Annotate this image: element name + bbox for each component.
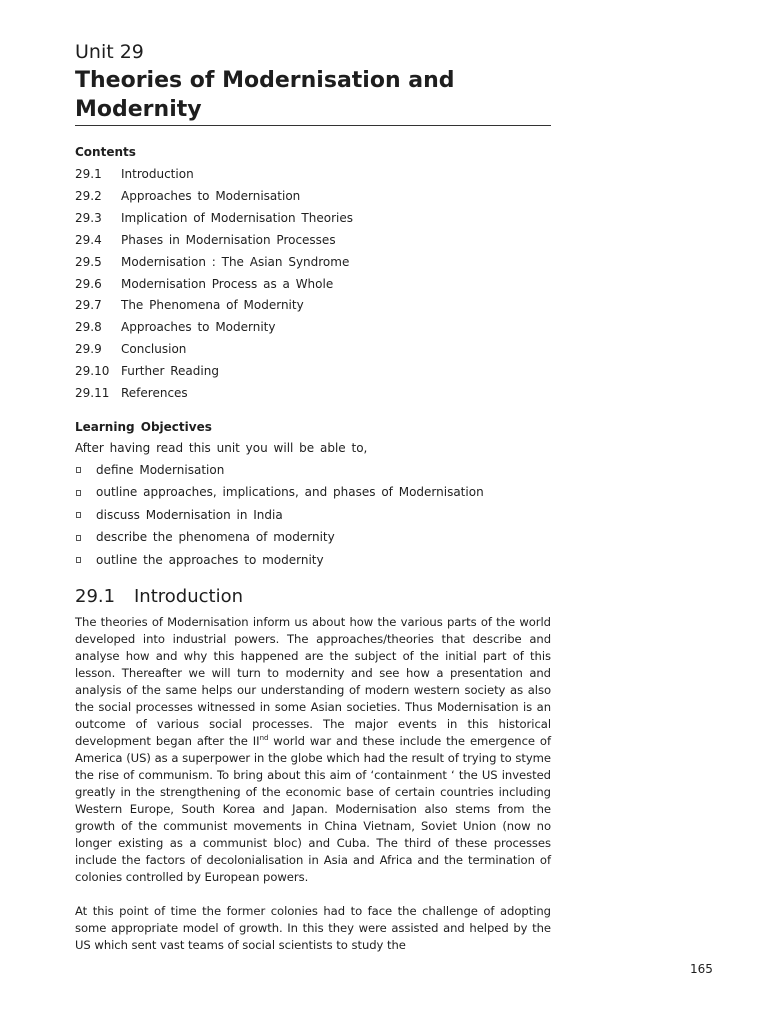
body-paragraph: At this point of time the former colonies had to face the challenge of adopting some appropriate model of growth. In this they were assisted and helped by the US which sent vast teams of social scientists to study the xyxy=(75,904,551,953)
toc-item-number: 29.9 xyxy=(75,342,102,357)
bullet-icon xyxy=(75,535,96,541)
paragraph-text: world war and these include the emergence of America (US) as a superpower in the globe which had the result of trying to styme the rise of communism. To bring about this aim of ‘containment ‘ the US invested greatly in the strengthening of the economic base of certain countries including Western Europe, South Korea and Japan. Modernisation also stems from the growth of the communist movements in China Vietnam, Soviet Union (now no longer existing as a communist bloc) and Cuba. The third of these processes include the factors of decolonialisation in Asia and Africa and the termination of colonies controlled by European powers. xyxy=(75,734,551,885)
contents-heading: Contents xyxy=(75,145,136,159)
table-of-contents xyxy=(75,164,551,405)
objective-item xyxy=(75,526,551,549)
toc-item-number: 29.1 xyxy=(75,167,102,181)
toc-item[interactable] xyxy=(75,208,551,230)
toc-item-number: 29.10 xyxy=(75,364,110,379)
ordinal-superscript: nd xyxy=(259,734,269,743)
objective-text: describe the phenomena of modernity xyxy=(96,530,335,545)
paragraph-text: The theories of Modernisation inform us about how the various parts of the world developed into industrial powers. The approaches/theories that describe and analyse how and why this happened are the subject of the initial part of this lesson. Thereafter we will turn to modernity and see how a presentation and analysis of the same helps our understanding of modern western society as also the social processes witnessed in some Asian societies. Thus Modernisation is an outcome of various social processes. The major events in this historical development began after the II xyxy=(75,615,551,749)
toc-item-title: Conclusion xyxy=(121,342,187,357)
objective-text: discuss Modernisation in India xyxy=(96,507,283,522)
toc-item-title: Implication of Modernisation Theories xyxy=(121,210,353,225)
toc-item[interactable] xyxy=(75,383,551,405)
toc-item-number: 29.3 xyxy=(75,210,102,225)
objective-text: outline the approaches to modernity xyxy=(96,552,324,567)
toc-item-title: Modernisation : The Asian Syndrome xyxy=(121,254,350,269)
toc-item-title: Approaches to Modernity xyxy=(121,320,276,335)
objective-text: define Modernisation xyxy=(96,462,225,477)
toc-item-number: 29.7 xyxy=(75,298,102,313)
toc-item-title: Further Reading xyxy=(121,364,219,379)
toc-item[interactable] xyxy=(75,317,551,339)
toc-item-number: 29.2 xyxy=(75,188,102,203)
unit-label: Unit 29 xyxy=(75,41,144,63)
bullet-icon xyxy=(75,490,96,496)
toc-item-number: 29.8 xyxy=(75,320,102,335)
section-heading xyxy=(75,585,551,609)
bullet-icon xyxy=(75,467,96,473)
body-paragraph xyxy=(75,614,551,886)
toc-item-title: Phases in Modernisation Processes xyxy=(121,232,336,247)
toc-item[interactable] xyxy=(75,295,551,317)
toc-item[interactable] xyxy=(75,186,551,208)
toc-item-title: Approaches to Modernisation xyxy=(121,188,301,203)
toc-item-title: The Phenomena of Modernity xyxy=(121,298,304,313)
learning-objectives-intro: After having read this unit you will be able to, xyxy=(75,440,368,455)
toc-item-number: 29.6 xyxy=(75,276,102,291)
toc-item-number: 29.4 xyxy=(75,232,102,247)
toc-item-number: 29.11 xyxy=(75,386,110,401)
objective-item xyxy=(75,504,551,527)
toc-item[interactable] xyxy=(75,252,551,274)
toc-item[interactable] xyxy=(75,339,551,361)
objective-item xyxy=(75,549,551,572)
document-page xyxy=(75,40,551,954)
learning-objectives-list xyxy=(75,459,551,572)
learning-objectives-heading: Learning Objectives xyxy=(75,419,212,434)
toc-item[interactable] xyxy=(75,230,551,252)
bullet-icon xyxy=(75,557,96,563)
toc-item[interactable] xyxy=(75,361,551,383)
toc-item-title: References xyxy=(121,386,188,401)
page-number: 165 xyxy=(690,962,713,976)
section-number: 29.1 xyxy=(75,586,116,608)
toc-item[interactable] xyxy=(75,274,551,296)
section-title: Introduction xyxy=(134,586,244,608)
toc-item-title: Introduction xyxy=(121,167,194,181)
toc-item-number: 29.5 xyxy=(75,254,102,269)
toc-item-title: Modernisation Process as a Whole xyxy=(121,276,334,291)
objective-item xyxy=(75,459,551,482)
objective-item xyxy=(75,481,551,504)
bullet-icon xyxy=(75,512,96,518)
toc-item[interactable] xyxy=(75,164,551,186)
unit-title: Theories of Modernisation and Modernity xyxy=(75,66,551,126)
objective-text: outline approaches, implications, and phases of Modernisation xyxy=(96,485,484,500)
